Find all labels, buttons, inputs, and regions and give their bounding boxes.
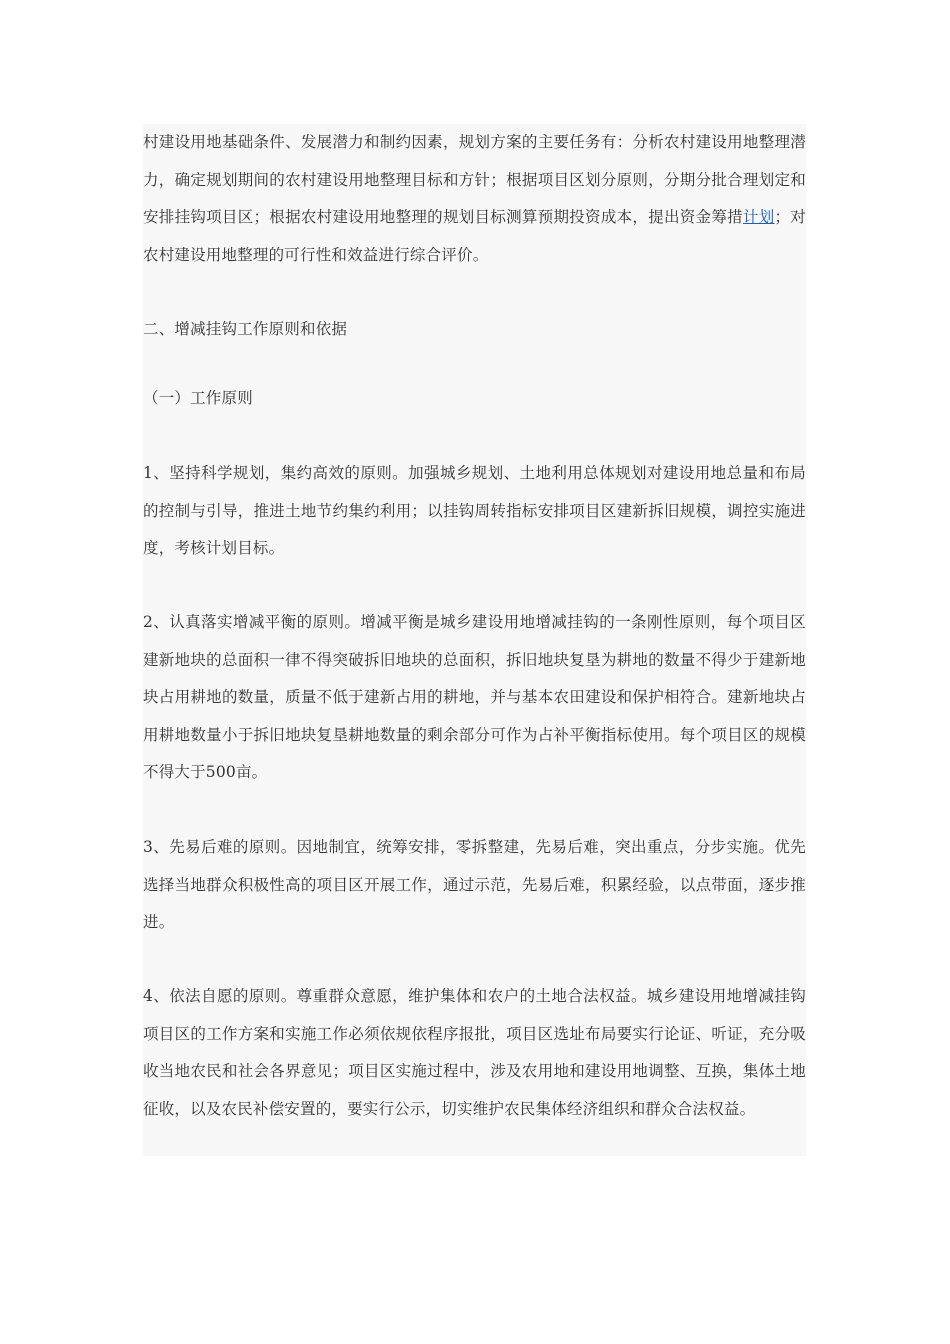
section-heading: 二、增减挂钩工作原则和依据 — [143, 320, 348, 338]
principle-1-paragraph: 1、坚持科学规划，集约高效的原则。加强城乡规划、土地利用总体规划对建设用地总量和布局的控制与引导，推进土地节约集约利用；以挂钩周转指标安排项目区建新拆旧规模，调控实施进度，考核计划目标。 — [143, 464, 806, 557]
principle-2-paragraph: 2、认真落实增减平衡的原则。增减平衡是城乡建设用地增减挂钩的一条刚性原则，每个项目区建新地块的总面积一律不得突破拆旧地块的总面积，拆旧地块复垦为耕地的数量不得少于建新地块占用耕地的数量，质量不低于建新占用的耕地，并与基本农田建设和保护相符合。建新地块占用耕地数量小于拆旧地块复垦耕地数量的剩余部分可作为占补平衡指标使用。每个项目区的规模不得大于500亩。 — [143, 613, 806, 781]
intro-text-after-link: ；对农村建设用地整理的可行性和效益进行综合评价。 — [143, 208, 806, 264]
document-body — [143, 124, 806, 1156]
principle-3-paragraph: 3、先易后难的原则。因地制宜，统筹安排，零拆整建，先易后难，突出重点，分步实施。优先选择当地群众积极性高的项目区开展工作，通过示范，先易后难，积累经验，以点带面，逐步推进。 — [143, 838, 806, 931]
intro-paragraph — [143, 124, 806, 274]
plan-link[interactable]: 计划 — [742, 208, 775, 226]
subsection-heading: （一）工作原则 — [143, 389, 253, 407]
principle-4-paragraph: 4、依法自愿的原则。尊重群众意愿，维护集体和农户的土地合法权益。城乡建设用地增减挂钩项目区的工作方案和实施工作必须依规依程序报批，项目区选址布局要实行论证、听证，充分吸收当地农民和社会各界意见；项目区实施过程中，涉及农用地和建设用地调整、互换，集体土地征收，以及农民补偿安置的，要实行公示，切实维护农民集体经济组织和群众合法权益。 — [143, 987, 806, 1118]
intro-text-before-link: 村建设用地基础条件、发展潜力和制约因素，规划方案的主要任务有：分析农村建设用地整理潜力，确定规划期间的农村建设用地整理目标和方针；根据项目区划分原则，分期分批合理划定和安排挂钩项目区；根据农村建设用地整理的规划目标测算预期投资成本，提出资金筹措 — [143, 133, 806, 226]
